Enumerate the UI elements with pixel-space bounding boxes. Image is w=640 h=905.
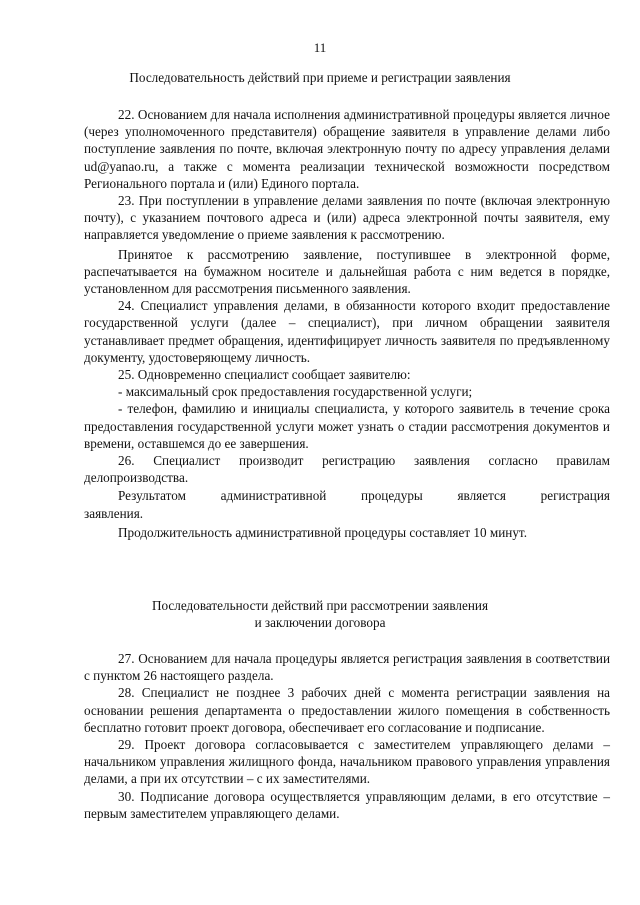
paragraph-23-continued: Принятое к рассмотрению заявление, поступившее в электронной форме, распечатывается на бумажном носителе и дальнейшая работа с ним ведется в порядке, установленном для рассмотрения письменного заявления.: [84, 246, 610, 297]
paragraph-28: 28. Специалист не позднее 3 рабочих дней с момента регистрации заявления на основании решения департамента о предоставлении жилого помещения в собственность бесплатно готовит проект договора, обеспечивает его согласование и подписание.: [84, 685, 610, 735]
result-word: Результатом: [118, 488, 186, 504]
duration-paragraph: Продолжительность административной процедуры составляет 10 минут.: [118, 524, 528, 540]
result-line: [84, 487, 610, 504]
paragraph-29: 29. Проект договора согласовывается с заместителем управляющего делами – начальником управления жилищного фонда, начальником правового управления управления делами, а при их отсутствии – с их заместителями.: [84, 737, 610, 787]
section-2-title-line-1: Последовательности действий при рассмотрении заявления: [151, 598, 489, 613]
result-word: административной: [220, 488, 327, 504]
section-2-title-line-2: и заключении договора: [254, 614, 386, 630]
result-word: регистрация: [540, 488, 610, 504]
paragraph-24: 24. Специалист управления делами, в обязанности которого входит предоставление государственной услуги (далее – специалист), при личном обращении заявителя устанавливает предмет обращения, идентифицирует личность заявителя по предъявленному документу, удостоверяющему личность.: [84, 298, 610, 365]
section-2-title: [0, 598, 640, 631]
paragraph-26: 26. Специалист производит регистрацию заявления согласно правилам делопроизводства.: [84, 453, 610, 486]
paragraph-30: 30. Подписание договора осуществляется управляющим делами, в его отсутствие – первым заместителем управляющего делами.: [84, 788, 610, 821]
section-1-title: Последовательность действий при приеме и регистрации заявления: [129, 70, 511, 85]
paragraph-23: 23. При поступлении в управление делами заявления по почте (включая электронную почту), с указанием почтового адреса и (или) адреса электронной почты заявителя, ему направляется уведомление о приеме заявления к рассмотрению.: [84, 193, 610, 243]
list-item-max-term: - максимальный срок предоставления государственной услуги;: [118, 384, 473, 400]
paragraph-22: 22. Основанием для начала исполнения административной процедуры является личное (через уполномоченного представителя) обращение заявителя в управление делами либо поступление заявления по почте, включая электронную почту по адресу управления делами ud@yanao.ru, а также с момента реализации технической возможности посредством Регионального портала и (или) Единого портала.: [84, 107, 610, 191]
result-word: является: [457, 488, 506, 504]
list-item-contact-info: - телефон, фамилию и инициалы специалиста, у которого заявитель в течение срока предоставления государственной услуги может узнать о стадии рассмотрения документов и времени, оставшемся до ее завершения.: [84, 401, 610, 451]
section-1-body: [84, 106, 610, 541]
result-word: процедуры: [361, 488, 423, 504]
paragraph-27: 27. Основанием для начала процедуры является регистрация заявления в соответствии с пунктом 26 настоящего раздела.: [84, 651, 610, 684]
result-line-tail: заявления.: [84, 505, 144, 521]
paragraph-25: 25. Одновременно специалист сообщает заявителю:: [118, 367, 411, 383]
section-2-body: [84, 650, 610, 822]
page-number: 11: [313, 40, 327, 55]
